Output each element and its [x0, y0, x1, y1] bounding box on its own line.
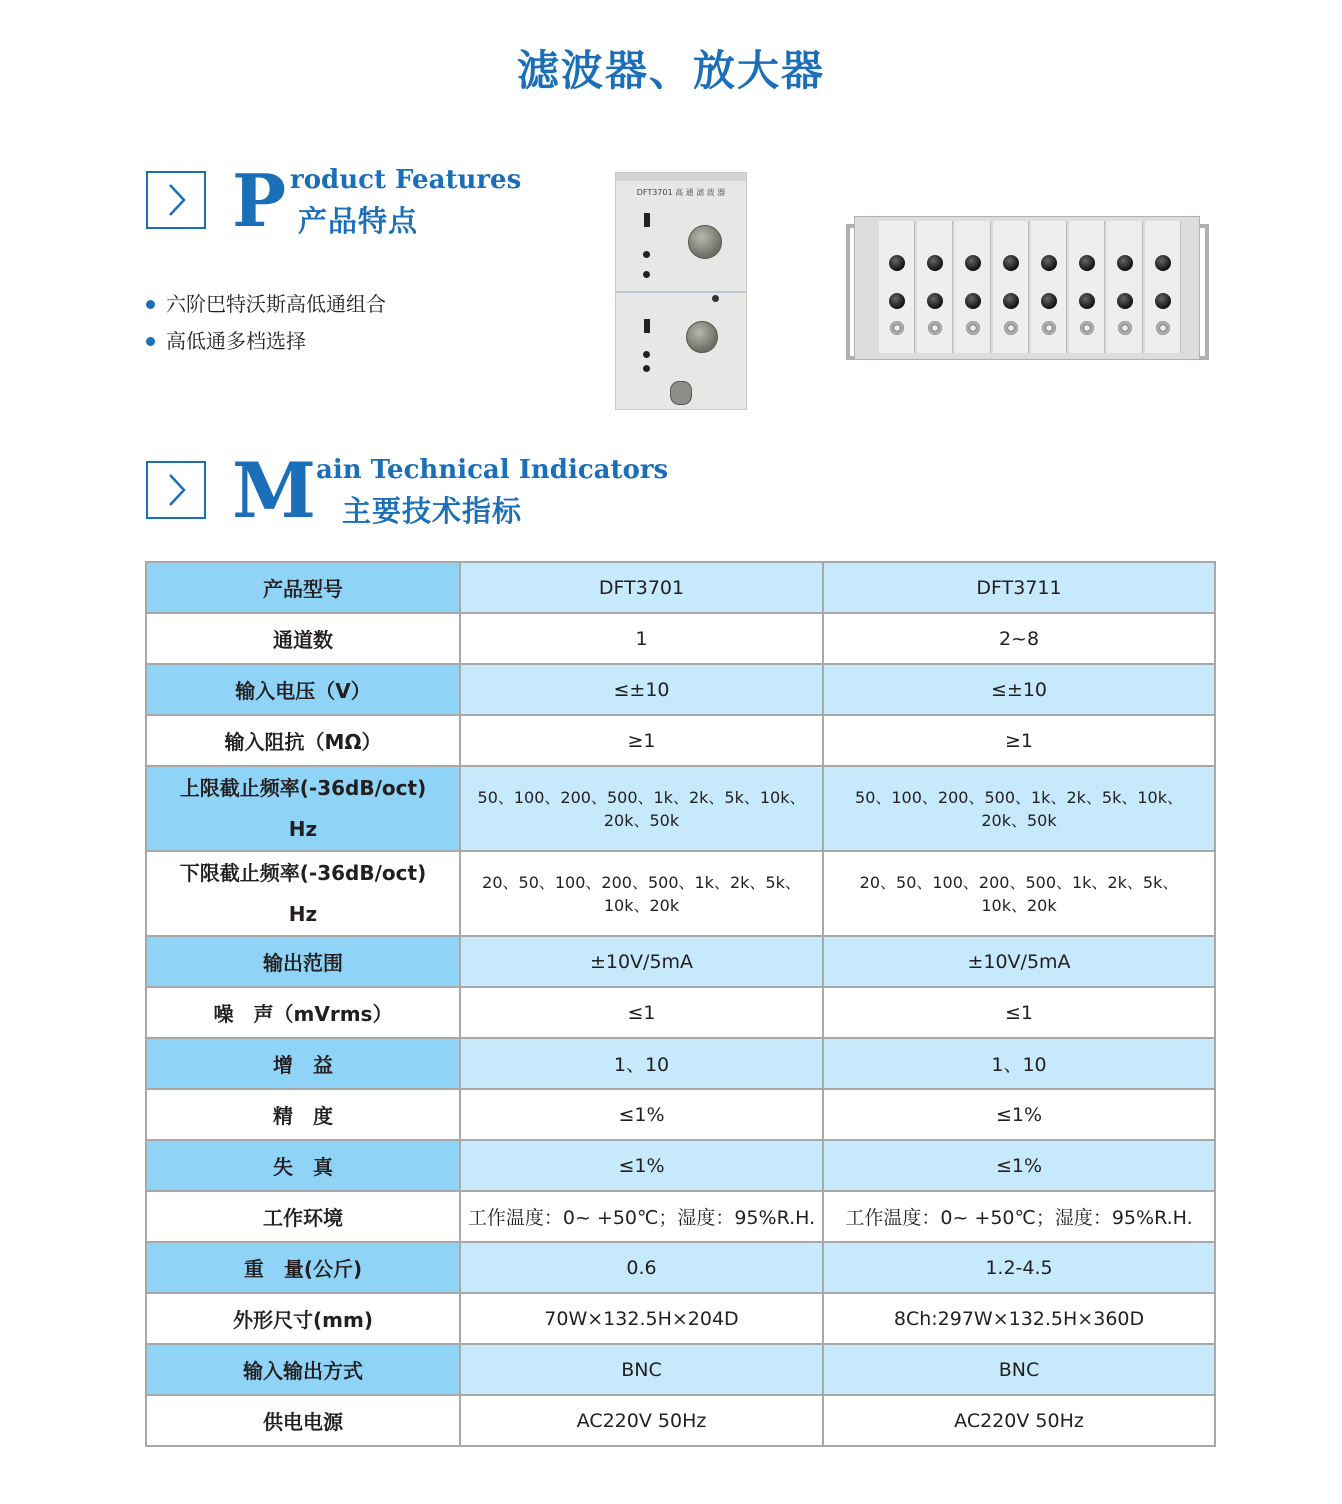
table-row: [146, 987, 1215, 1038]
row-value-col2: ±10V/5mA: [823, 936, 1215, 987]
row-value-col2: 2~8: [823, 613, 1215, 664]
row-label: 输入阻抗（MΩ）: [146, 715, 460, 766]
spec-table: [145, 561, 1216, 1447]
row-label: 外形尺寸(mm): [146, 1293, 460, 1344]
row-value-col2: ≥1: [823, 715, 1215, 766]
row-value-col1: ≤1: [460, 987, 823, 1038]
page-title: 滤波器、放大器: [516, 46, 825, 95]
row-label: 通道数: [146, 613, 460, 664]
row-value-col2: 工作温度：0~ +50℃；湿度：95%R.H.: [823, 1191, 1215, 1242]
bullet-icon: [146, 337, 155, 346]
row-label: 下限截止频率(-36dB/oct) Hz: [146, 851, 460, 936]
row-value-col1: 70W×132.5H×204D: [460, 1293, 823, 1344]
features-big-letter: P: [232, 158, 287, 243]
row-label: 输入输出方式: [146, 1344, 460, 1395]
row-value-col1: 1、10: [460, 1038, 823, 1089]
indicators-title-zh: 主要技术指标: [342, 494, 523, 528]
table-row: [146, 766, 1215, 851]
row-value-col2: 1.2-4.5: [823, 1242, 1215, 1293]
table-row: [146, 1293, 1215, 1344]
module-label: DFT3701 高 通 滤 波 器: [636, 188, 726, 197]
table-header-label: 产品型号: [146, 562, 460, 613]
row-value-col2: 20、50、100、200、500、1k、2k、5k、 10k、20k: [823, 851, 1215, 936]
table-row: [146, 1242, 1215, 1293]
table-row: [146, 936, 1215, 987]
list-item: 六阶巴特沃斯高低通组合: [146, 290, 386, 327]
row-label: 上限截止频率(-36dB/oct) Hz: [146, 766, 460, 851]
table-row: [146, 1140, 1215, 1191]
chevron-right-icon: [146, 171, 206, 229]
row-value-col2: ≤1%: [823, 1140, 1215, 1191]
row-value-col1: ≤1%: [460, 1140, 823, 1191]
row-value-col2: 50、100、200、500、1k、2k、5k、10k、 20k、50k: [823, 766, 1215, 851]
row-value-col2: BNC: [823, 1344, 1215, 1395]
row-value-col2: 1、10: [823, 1038, 1215, 1089]
chevron-right-icon: [146, 461, 206, 519]
row-value-col1: 20、50、100、200、500、1k、2k、5k、 10k、20k: [460, 851, 823, 936]
product-photo-chassis: [846, 216, 1209, 366]
row-label: 工作环境: [146, 1191, 460, 1242]
row-label: 重 量(公斤): [146, 1242, 460, 1293]
features-list: [146, 290, 386, 364]
row-value-col2: AC220V 50Hz: [823, 1395, 1215, 1446]
row-value-col1: ≥1: [460, 715, 823, 766]
table-row: [146, 664, 1215, 715]
table-row: [146, 1395, 1215, 1446]
row-value-col2: ≤±10: [823, 664, 1215, 715]
row-value-col2: 8Ch:297W×132.5H×360D: [823, 1293, 1215, 1344]
row-value-col1: 0.6: [460, 1242, 823, 1293]
indicators-title-en: ain Technical Indicators: [316, 455, 669, 485]
row-value-col1: ±10V/5mA: [460, 936, 823, 987]
table-row: [146, 851, 1215, 936]
section-header-indicators: [146, 446, 669, 541]
row-label: 输出范围: [146, 936, 460, 987]
row-value-col1: 50、100、200、500、1k、2k、5k、10k、 20k、50k: [460, 766, 823, 851]
table-header-col2: DFT3711: [823, 562, 1215, 613]
row-label: 噪 声（mVrms）: [146, 987, 460, 1038]
section-header-features: [146, 158, 546, 251]
row-label: 供电电源: [146, 1395, 460, 1446]
row-value-col1: 1: [460, 613, 823, 664]
row-value-col1: BNC: [460, 1344, 823, 1395]
row-label: 精 度: [146, 1089, 460, 1140]
table-row: [146, 1089, 1215, 1140]
table-row: [146, 613, 1215, 664]
row-label: 输入电压（V）: [146, 664, 460, 715]
table-row: [146, 1191, 1215, 1242]
table-row: [146, 1038, 1215, 1089]
row-value-col1: ≤1%: [460, 1089, 823, 1140]
row-value-col1: AC220V 50Hz: [460, 1395, 823, 1446]
table-row: [146, 715, 1215, 766]
indicators-big-letter: M: [232, 446, 317, 535]
row-value-col2: ≤1: [823, 987, 1215, 1038]
row-value-col2: ≤1%: [823, 1089, 1215, 1140]
product-photo-single-module: [615, 172, 747, 410]
row-value-col1: ≤±10: [460, 664, 823, 715]
table-row: [146, 562, 1215, 613]
features-title-zh: 产品特点: [298, 204, 419, 238]
table-header-col1: DFT3701: [460, 562, 823, 613]
list-item: 高低通多档选择: [146, 327, 386, 364]
row-value-col1: 工作温度：0~ +50℃；湿度：95%R.H.: [460, 1191, 823, 1242]
table-row: [146, 1344, 1215, 1395]
row-label: 失 真: [146, 1140, 460, 1191]
row-label: 增 益: [146, 1038, 460, 1089]
bullet-icon: [146, 300, 155, 309]
features-title-en: roduct Features: [290, 165, 522, 195]
